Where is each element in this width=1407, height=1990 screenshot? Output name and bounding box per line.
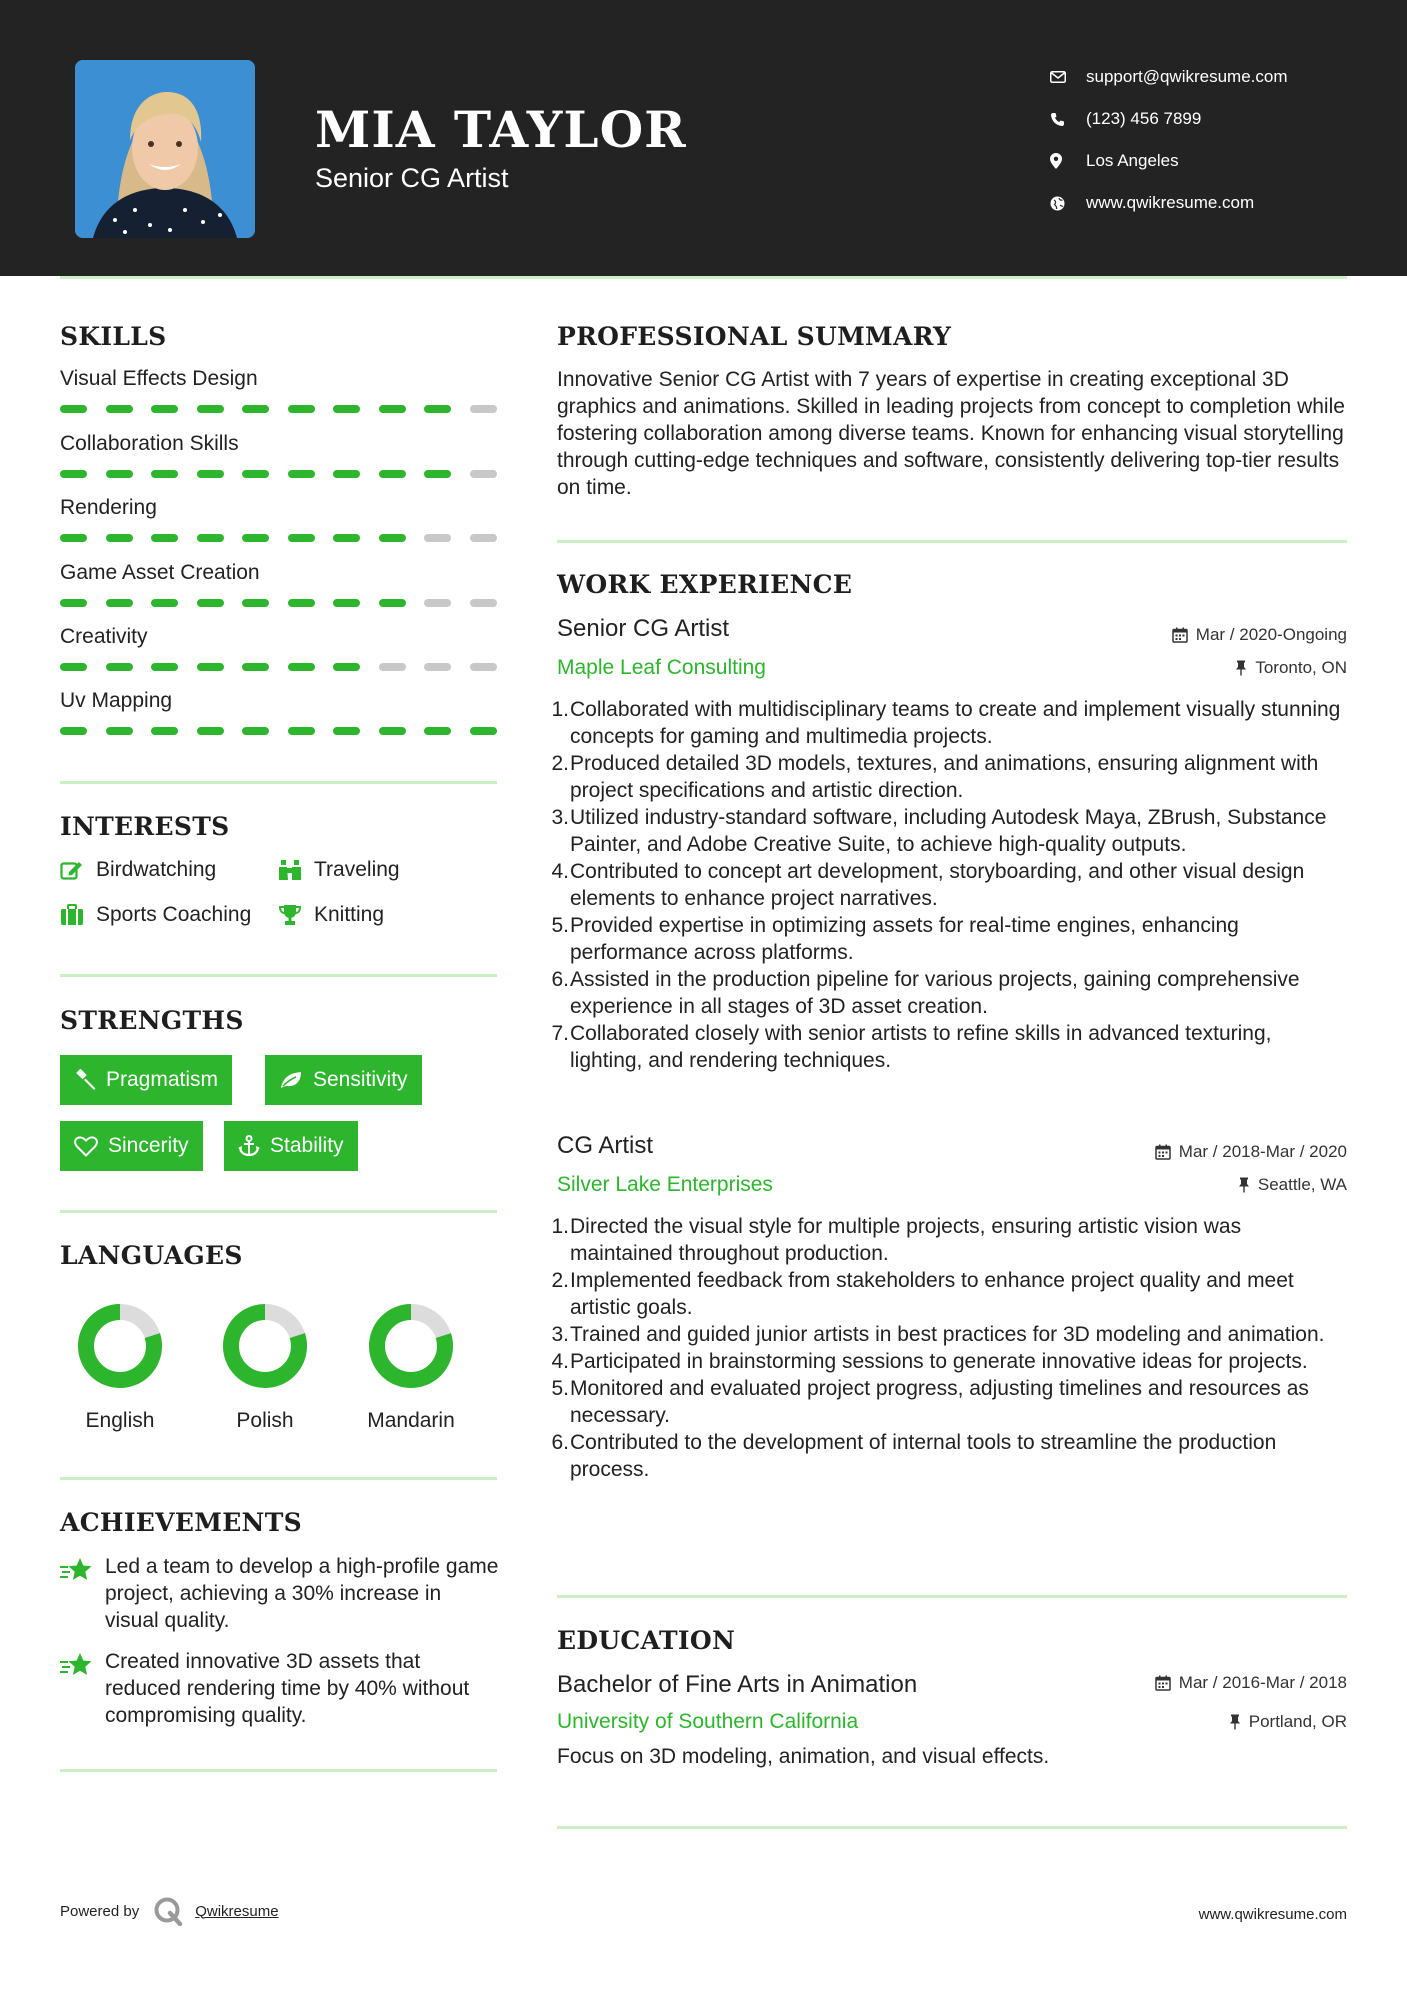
interest-label: Traveling: [314, 858, 400, 881]
skill-dot-filled: [424, 727, 451, 735]
job-company: Maple Leaf Consulting: [557, 656, 766, 679]
skill-dot-filled: [333, 405, 360, 413]
job-role: CG Artist: [557, 1132, 654, 1159]
skill-dot-filled: [242, 534, 269, 542]
candidate-title: Senior CG Artist: [315, 163, 509, 193]
language-item: [200, 1301, 330, 1433]
powered-by-text: Powered by: [60, 1902, 140, 1920]
language-level-ring: [75, 1301, 165, 1391]
job-dates-text: Mar / 2020-Ongoing: [1195, 625, 1347, 644]
job-bullet: 1. Collaborated with multidisciplinary teams to create and implement visually stunning concepts for gaming and multimedia projects.: [551, 698, 1341, 748]
interest-item: [278, 858, 400, 882]
skill-dot-filled: [106, 727, 133, 735]
skill-dot-filled: [197, 470, 224, 478]
summary-text: Innovative Senior CG Artist with 7 years of expertise in creating exceptional 3D graphics and animations. Skilled in leading projects from concept to completion while fostering collaboration among diverse teams. Known for enhancing visual storytelling through cutting-edge techniques and software, consistently delivering top-tier results on time.: [557, 368, 1345, 499]
skill-dot-filled: [106, 599, 133, 607]
envelope-icon: [1050, 71, 1086, 83]
skill-dot-empty: [424, 534, 451, 542]
skill-dot-filled: [379, 470, 406, 478]
map-pin-icon: [1050, 153, 1086, 169]
interest-label: Knitting: [314, 903, 385, 926]
skill-dot-filled: [151, 405, 178, 413]
skill-dot-empty: [424, 599, 451, 607]
job-dates-text: Mar / 2018-Mar / 2020: [1178, 1142, 1347, 1161]
education-dates: [1155, 1673, 1347, 1693]
achievement-item: [60, 1553, 500, 1634]
skill-dot-filled: [197, 727, 224, 735]
footer-powered-by: [60, 1896, 279, 1926]
section-divider: [557, 540, 1347, 543]
skill-dot-filled: [288, 470, 315, 478]
skill-dot-empty: [470, 663, 497, 671]
skill-dot-empty: [470, 534, 497, 542]
interest-item: [60, 903, 251, 927]
contact-email[interactable]: [1050, 56, 1370, 98]
interest-label: Sports Coaching: [96, 903, 252, 926]
skill-dot-filled: [106, 405, 133, 413]
experience-heading: WORK EXPERIENCE: [557, 570, 853, 599]
pushpin-icon: [1235, 660, 1247, 676]
section-divider: [60, 1210, 497, 1213]
star-icon: [60, 1553, 105, 1634]
skill-dot-filled: [242, 599, 269, 607]
job-bullets: [551, 696, 1347, 1074]
strength-tag: [60, 1055, 232, 1105]
education-location: [1229, 1712, 1347, 1732]
contact-location: [1050, 140, 1370, 182]
anchor-icon: [238, 1135, 260, 1157]
briefcase-icon: [60, 904, 96, 926]
skill-dot-filled: [333, 470, 360, 478]
job-bullet: 5. Provided expertise in optimizing assets for real-time engines, enhancing performance across platforms.: [551, 914, 1239, 964]
languages-heading: LANGUAGES: [60, 1241, 243, 1270]
skill-dot-filled: [60, 534, 87, 542]
skill-dot-filled: [197, 599, 224, 607]
job-company: Silver Lake Enterprises: [557, 1173, 773, 1196]
section-divider: [60, 781, 497, 784]
skill-rating: [60, 599, 497, 607]
summary-heading: PROFESSIONAL SUMMARY: [557, 322, 952, 351]
job-bullet: 3. Trained and guided junior artists in best practices for 3D modeling and animation.: [551, 1323, 1325, 1346]
skill-dot-filled: [242, 727, 269, 735]
skill-dot-filled: [379, 727, 406, 735]
phone-icon: [1050, 112, 1086, 127]
job-bullet: 6. Assisted in the production pipeline for various projects, gaining comprehensive experience in all stages of 3D asset creation.: [551, 968, 1300, 1018]
skill-name: Uv Mapping: [60, 689, 173, 712]
qwikresume-link[interactable]: Qwikresume: [195, 1902, 279, 1920]
skill-dot-filled: [106, 663, 133, 671]
skill-name: Visual Effects Design: [60, 367, 258, 390]
skill-dot-filled: [60, 599, 87, 607]
strength-tag: [60, 1121, 203, 1171]
skill-dot-filled: [60, 727, 87, 735]
job-location-text: Toronto, ON: [1255, 658, 1347, 677]
contact-phone[interactable]: [1050, 98, 1370, 140]
interest-item: [278, 903, 384, 927]
skill-dot-filled: [470, 727, 497, 735]
skill-dot-filled: [151, 599, 178, 607]
education-school: University of Southern California: [557, 1710, 859, 1733]
resume-header: [0, 0, 1407, 276]
education-degree: Bachelor of Fine Arts in Animation: [557, 1671, 918, 1698]
contact-phone-text: (123) 456 7899: [1086, 109, 1202, 128]
skill-dot-filled: [242, 470, 269, 478]
interest-label: Birdwatching: [96, 858, 217, 881]
skill-dot-filled: [242, 405, 269, 413]
job-location-text: Seattle, WA: [1257, 1175, 1347, 1194]
skills-heading: SKILLS: [60, 322, 167, 351]
achievement-text: Led a team to develop a high-profile game project, achieving a 30% increase in visual quality.: [105, 1555, 499, 1632]
skill-dot-filled: [106, 534, 133, 542]
skill-dot-filled: [333, 663, 360, 671]
contact-website[interactable]: [1050, 182, 1370, 224]
skill-rating: [60, 663, 497, 671]
language-item: [346, 1301, 476, 1433]
strength-label: Stability: [270, 1134, 344, 1157]
pushpin-icon: [1229, 1714, 1241, 1730]
calendar-icon: [1155, 1144, 1171, 1160]
interest-item: [60, 858, 216, 882]
strengths-heading: STRENGTHS: [60, 1006, 244, 1035]
job-location: [1238, 1175, 1347, 1195]
skill-rating: [60, 405, 497, 413]
language-name: English: [85, 1409, 155, 1432]
section-divider: [60, 1477, 497, 1480]
job-dates: [1155, 1142, 1347, 1162]
skill-dot-filled: [151, 663, 178, 671]
education-dates-text: Mar / 2016-Mar / 2018: [1178, 1673, 1347, 1692]
contact-list: [1050, 56, 1370, 224]
star-icon: [60, 1648, 105, 1729]
footer-url[interactable]: www.qwikresume.com: [1198, 1906, 1347, 1923]
skill-dot-filled: [379, 534, 406, 542]
job-bullet: 3. Utilized industry-standard software, including Autodesk Maya, ZBrush, Substance Painter, and Adobe Creative Suite, to achieve high-quality outputs.: [551, 806, 1327, 856]
skill-name: Creativity: [60, 625, 148, 648]
skill-dot-filled: [60, 663, 87, 671]
skill-rating: [60, 470, 497, 478]
skill-dot-filled: [424, 470, 451, 478]
header-divider: [60, 276, 1347, 279]
job-bullet: 4. Contributed to concept art development, storyboarding, and other visual design elements to enhance project narratives.: [551, 860, 1305, 910]
achievement-text: Created innovative 3D assets that reduced rendering time by 40% without compromising quality.: [105, 1650, 470, 1727]
skill-dot-filled: [197, 405, 224, 413]
skill-dot-filled: [288, 534, 315, 542]
candidate-name: MIA TAYLOR: [315, 100, 687, 159]
skill-dot-filled: [379, 405, 406, 413]
skill-name: Rendering: [60, 496, 157, 519]
language-level-ring: [366, 1301, 456, 1391]
education-description: Focus on 3D modeling, animation, and visual effects.: [557, 1745, 1050, 1768]
achievement-item: [60, 1648, 500, 1729]
skill-dot-filled: [151, 470, 178, 478]
skill-rating: [60, 727, 497, 735]
leaf-icon: [279, 1070, 303, 1090]
section-divider: [60, 1769, 497, 1772]
skill-dot-filled: [242, 663, 269, 671]
contact-location-text: Los Angeles: [1086, 151, 1179, 170]
job-bullets: [551, 1213, 1347, 1483]
job-bullet: 2. Produced detailed 3D models, textures, and animations, ensuring alignment with project specifications and artistic direction.: [551, 752, 1319, 802]
achievements-heading: ACHIEVEMENTS: [60, 1508, 302, 1537]
skill-dot-filled: [288, 405, 315, 413]
profile-photo: [75, 60, 255, 238]
globe-icon: [1050, 196, 1086, 211]
job-bullet: 5. Monitored and evaluated project progress, adjusting timelines and resources as necessary.: [551, 1377, 1309, 1427]
job-bullet: 6. Contributed to the development of internal tools to streamline the production process.: [551, 1431, 1277, 1481]
skill-name: Collaboration Skills: [60, 432, 239, 455]
strength-label: Sensitivity: [313, 1068, 408, 1091]
skill-dot-empty: [470, 470, 497, 478]
job-dates: [1172, 625, 1347, 645]
calendar-icon: [1172, 627, 1188, 643]
strength-label: Pragmatism: [106, 1068, 219, 1091]
calendar-icon: [1155, 1675, 1171, 1691]
trophy-icon: [278, 904, 314, 926]
strength-tag: [224, 1121, 358, 1171]
heart-icon: [74, 1136, 98, 1157]
section-divider: [557, 1826, 1347, 1829]
skill-dot-filled: [333, 599, 360, 607]
language-name: Polish: [236, 1409, 294, 1432]
skill-dot-filled: [60, 405, 87, 413]
skill-dot-filled: [333, 534, 360, 542]
language-item: [55, 1301, 185, 1433]
skill-dot-filled: [106, 470, 133, 478]
strength-label: Sincerity: [108, 1134, 189, 1157]
skill-dot-empty: [379, 663, 406, 671]
strength-tag: [265, 1055, 422, 1105]
edit-icon: [60, 859, 96, 881]
section-divider: [60, 974, 497, 977]
section-divider: [557, 1595, 1347, 1598]
job-location: [1235, 658, 1347, 678]
job-bullet: 1. Directed the visual style for multiple projects, ensuring artistic vision was maintained throughout production.: [551, 1215, 1242, 1265]
skill-dot-filled: [60, 470, 87, 478]
skill-dot-filled: [197, 663, 224, 671]
education-heading: EDUCATION: [557, 1626, 736, 1655]
language-level-ring: [220, 1301, 310, 1391]
skill-dot-filled: [288, 663, 315, 671]
skill-dot-empty: [424, 663, 451, 671]
skill-dot-empty: [470, 405, 497, 413]
gavel-icon: [74, 1069, 96, 1091]
skill-dot-empty: [470, 599, 497, 607]
pushpin-icon: [1238, 1177, 1250, 1193]
contact-website-text: www.qwikresume.com: [1086, 193, 1255, 212]
language-name: Mandarin: [367, 1409, 455, 1432]
job-bullet: 4. Participated in brainstorming sessions to generate innovative ideas for projects.: [551, 1350, 1308, 1373]
skill-dot-filled: [197, 534, 224, 542]
skill-name: Game Asset Creation: [60, 561, 260, 584]
skill-dot-filled: [151, 534, 178, 542]
skill-dot-filled: [379, 599, 406, 607]
skill-dot-filled: [288, 727, 315, 735]
education-location-text: Portland, OR: [1248, 1712, 1347, 1731]
skill-dot-filled: [333, 727, 360, 735]
job-bullet: 7. Collaborated closely with senior artists to refine skills in advanced texturing, lighting, and rendering techniques.: [551, 1022, 1272, 1072]
skill-rating: [60, 534, 497, 542]
interests-heading: INTERESTS: [60, 812, 230, 841]
skill-dot-filled: [288, 599, 315, 607]
contact-email-text: support@qwikresume.com: [1086, 67, 1288, 86]
skill-dot-filled: [151, 727, 178, 735]
binoculars-icon: [278, 859, 314, 881]
job-bullet: 2. Implemented feedback from stakeholders to enhance project quality and meet artistic goals.: [551, 1269, 1294, 1319]
job-role: Senior CG Artist: [557, 615, 730, 642]
skill-dot-filled: [424, 405, 451, 413]
qwikresume-logo-icon: [153, 1896, 183, 1926]
